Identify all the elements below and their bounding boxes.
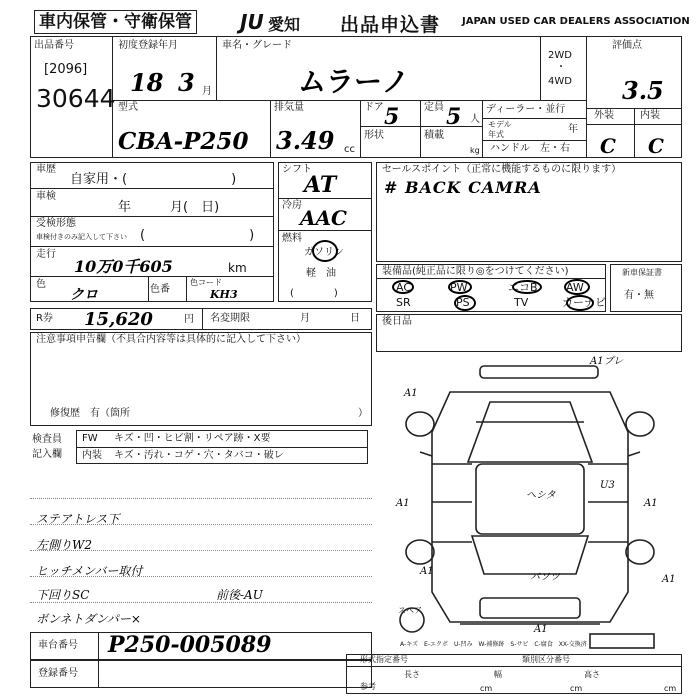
selling-point-value: # BACK CAMRA — [384, 178, 542, 197]
diag-label-roof: ヘシタ — [526, 490, 556, 501]
equip-circle-aw — [564, 279, 590, 295]
fw-label: FW — [82, 433, 98, 444]
color-code-value: KH3 — [210, 288, 238, 301]
drive-4wd: 4WD — [548, 76, 572, 87]
displacement-label: 排気量 — [274, 102, 304, 113]
class-no-label: 類別区分番号 — [522, 655, 570, 664]
capacity-label: 定員 — [424, 102, 444, 113]
first-reg-month: 3 — [178, 68, 195, 97]
hand-note-1: ステアトレス下 — [36, 512, 120, 526]
inspection-value: 年 月( 日) — [118, 200, 220, 215]
first-reg-label: 初度登録年月 — [118, 40, 178, 51]
diag-label-a1-6: A1 — [644, 498, 658, 509]
equip-aw: AW — [566, 281, 584, 294]
displacement-unit: cc — [344, 144, 355, 155]
drive-dot: ・ — [556, 62, 566, 73]
height-unit: cm — [664, 684, 677, 693]
warranty-value: 有・無 — [624, 290, 654, 301]
rear-day-label: 後日品 — [382, 316, 412, 327]
diag-label-a1-5: A1 — [534, 624, 548, 635]
diag-label-a1-1: A1 — [404, 388, 418, 399]
rating-label: 評価点 — [612, 40, 642, 51]
equip-circle-navi — [566, 295, 594, 311]
diag-label-a1-2: A1 — [396, 498, 410, 509]
name-change-month: 月 — [300, 313, 310, 324]
drive-2wd: 2WD — [548, 50, 572, 61]
doors-label: ドア — [364, 102, 384, 113]
equip-circle-ecob — [512, 280, 542, 294]
recycle-unit: 円 — [184, 314, 194, 325]
dealer-year-unit: 年 — [568, 124, 578, 135]
capacity-unit: 人 — [470, 114, 480, 125]
diag-spare: スペア — [398, 606, 422, 615]
type-value: CBA-P250 — [118, 128, 249, 155]
equip-ps: PS — [456, 296, 470, 309]
hand-note-5: ボンネトダンパー× — [36, 612, 141, 626]
model-value: ムラーノ — [298, 65, 410, 98]
rear-day-block — [376, 314, 682, 352]
interior-insp-items: キズ・汚れ・コゲ・穴・タバコ・破レ — [114, 450, 284, 461]
exterior-value: C — [600, 134, 616, 158]
mileage-label: 走行 — [36, 249, 56, 260]
equip-pw: PW — [450, 281, 468, 294]
equip-circle-ac — [392, 280, 414, 294]
color-label: 色 — [36, 279, 46, 290]
width-label: 幅 — [494, 670, 502, 679]
color-code-label: 色コード — [190, 278, 222, 287]
equip-sr: SR — [396, 296, 411, 309]
ref-label: 参考 — [360, 682, 376, 691]
mileage-unit: km — [228, 261, 247, 275]
logo-text: 愛知 — [268, 15, 301, 34]
diag-label-a1-4: A1 — [662, 574, 676, 585]
height-label: 高さ — [584, 670, 600, 679]
equip-tv: TV — [514, 296, 529, 309]
fuel-gas: ガソリン — [304, 247, 344, 258]
chassis-label: 車台番号 — [38, 640, 78, 651]
reception-value: ( ) — [140, 228, 255, 243]
fuel-label: 燃料 — [282, 233, 302, 244]
history-label: 車歴 — [36, 164, 56, 175]
notes-label: 注意事項申告欄（不具合内容等は具体的に記入して下さい） — [36, 334, 306, 345]
name-change-day: 日 — [350, 313, 360, 324]
color-no-label: 色番 — [150, 284, 170, 295]
width-unit: cm — [570, 684, 583, 693]
ju-logo: JU — [240, 10, 264, 34]
equip-circle-pw — [448, 280, 472, 294]
dealer-model-year: モデル 年式 — [488, 120, 512, 139]
registration-row — [30, 660, 372, 688]
storage-label: 車内保管・守衛保管 — [34, 10, 197, 34]
shift-label: シフト — [282, 164, 312, 175]
form-title: 出品申込書 — [340, 14, 441, 36]
fw-items: キズ・凹・ヒビ割・リペア跡・X要 — [114, 433, 271, 444]
reception-note: 車検付きのみ記入して下さい — [36, 233, 127, 241]
fuel-diesel: 軽 油 — [306, 268, 336, 279]
selling-point-label: セールスポイント（正常に機能するものに限ります） — [382, 164, 622, 175]
history-value: 自家用・( ) — [70, 172, 237, 187]
diag-label-rear: パソツ — [530, 572, 560, 583]
lot-number: 30644 — [36, 84, 116, 113]
exterior-label: 外装 — [594, 110, 614, 121]
fuel-gas-circle — [312, 240, 338, 262]
hand-note-3: ヒッチメンバー取付 — [36, 564, 143, 578]
selling-point-block — [376, 162, 682, 262]
recycle-row — [30, 308, 372, 330]
ac-label: 冷房 — [282, 200, 302, 211]
registration-label: 登録番号 — [38, 668, 78, 679]
inspector-label-2: 記入欄 — [32, 449, 62, 460]
reception-label: 受検形態 — [36, 218, 76, 229]
inspector-label-1: 検査員 — [32, 434, 62, 445]
model-label: 車名・グレード — [222, 40, 292, 51]
first-reg-year: 18 — [130, 68, 164, 97]
first-reg-month-unit: 月 — [202, 86, 212, 97]
hand-note-4: 下回りSC — [36, 588, 90, 602]
recycle-label: R券 — [36, 313, 53, 324]
association-name: JAPAN USED CAR DEALERS ASSOCIATION — [462, 16, 690, 27]
recycle-value: 15,620 — [84, 309, 153, 330]
doors-value: 5 — [384, 104, 400, 130]
length-label: 長さ — [404, 670, 420, 679]
diag-legend: A-キズ E-エクボ U-凹み W-補修跡 S-サビ C-腐食 XX-交換済 — [400, 641, 587, 648]
ac-value: AAC — [300, 206, 347, 230]
diag-label-a1-pre: A1プレ — [590, 356, 624, 367]
equip-circle-ps — [454, 295, 476, 311]
lot-label: 出品番号 — [34, 40, 74, 51]
interior-value: C — [648, 134, 664, 158]
load-unit: kg — [470, 146, 480, 155]
shift-value: AT — [304, 172, 337, 198]
repair-close: ） — [358, 408, 368, 419]
hand-side-note: 前後-AU — [216, 588, 263, 602]
lot-bracket: [2096] — [44, 62, 88, 77]
length-unit: cm — [480, 684, 493, 693]
load-label: 積載 — [424, 130, 444, 141]
diag-label-u3: U3 — [600, 480, 615, 491]
repair-label: 修復歴 有（箇所 — [50, 408, 130, 419]
equip-ecob: エコB — [508, 281, 538, 294]
interior-insp-label: 内装 — [82, 450, 102, 461]
mileage-value: 10万0千605 — [74, 257, 173, 276]
equip-ac: AC — [396, 281, 412, 294]
hand-note-2: 左側りW2 — [36, 538, 92, 552]
interior-label: 内装 — [640, 110, 660, 121]
color-value: クロ — [70, 287, 98, 303]
handle-label: ハンドル 左・右 — [490, 143, 570, 154]
diag-label-a1-3: A1 — [420, 566, 434, 577]
chassis-value: P250-005089 — [108, 632, 272, 658]
form-no-label: 形式指定番号 — [360, 655, 408, 664]
fuel-paren: ( ) — [290, 288, 338, 299]
car-damage-diagram — [380, 352, 680, 652]
dealer-label: ディーラー・並行 — [486, 104, 566, 115]
capacity-value: 5 — [446, 104, 462, 130]
warranty-label: 新車保証書 — [622, 268, 662, 277]
shape-label: 形状 — [364, 130, 384, 141]
displacement-value: 3.49 — [276, 126, 335, 155]
type-label: 型式 — [118, 102, 138, 113]
rating-value: 3.5 — [622, 76, 664, 105]
equip-navi: カーナビ — [562, 296, 606, 309]
name-change-label: 名変期限 — [210, 313, 250, 324]
equipment-label: 装備品(純正品に限り◎をつけてください) — [382, 266, 569, 277]
inspection-label: 車検 — [36, 191, 56, 202]
